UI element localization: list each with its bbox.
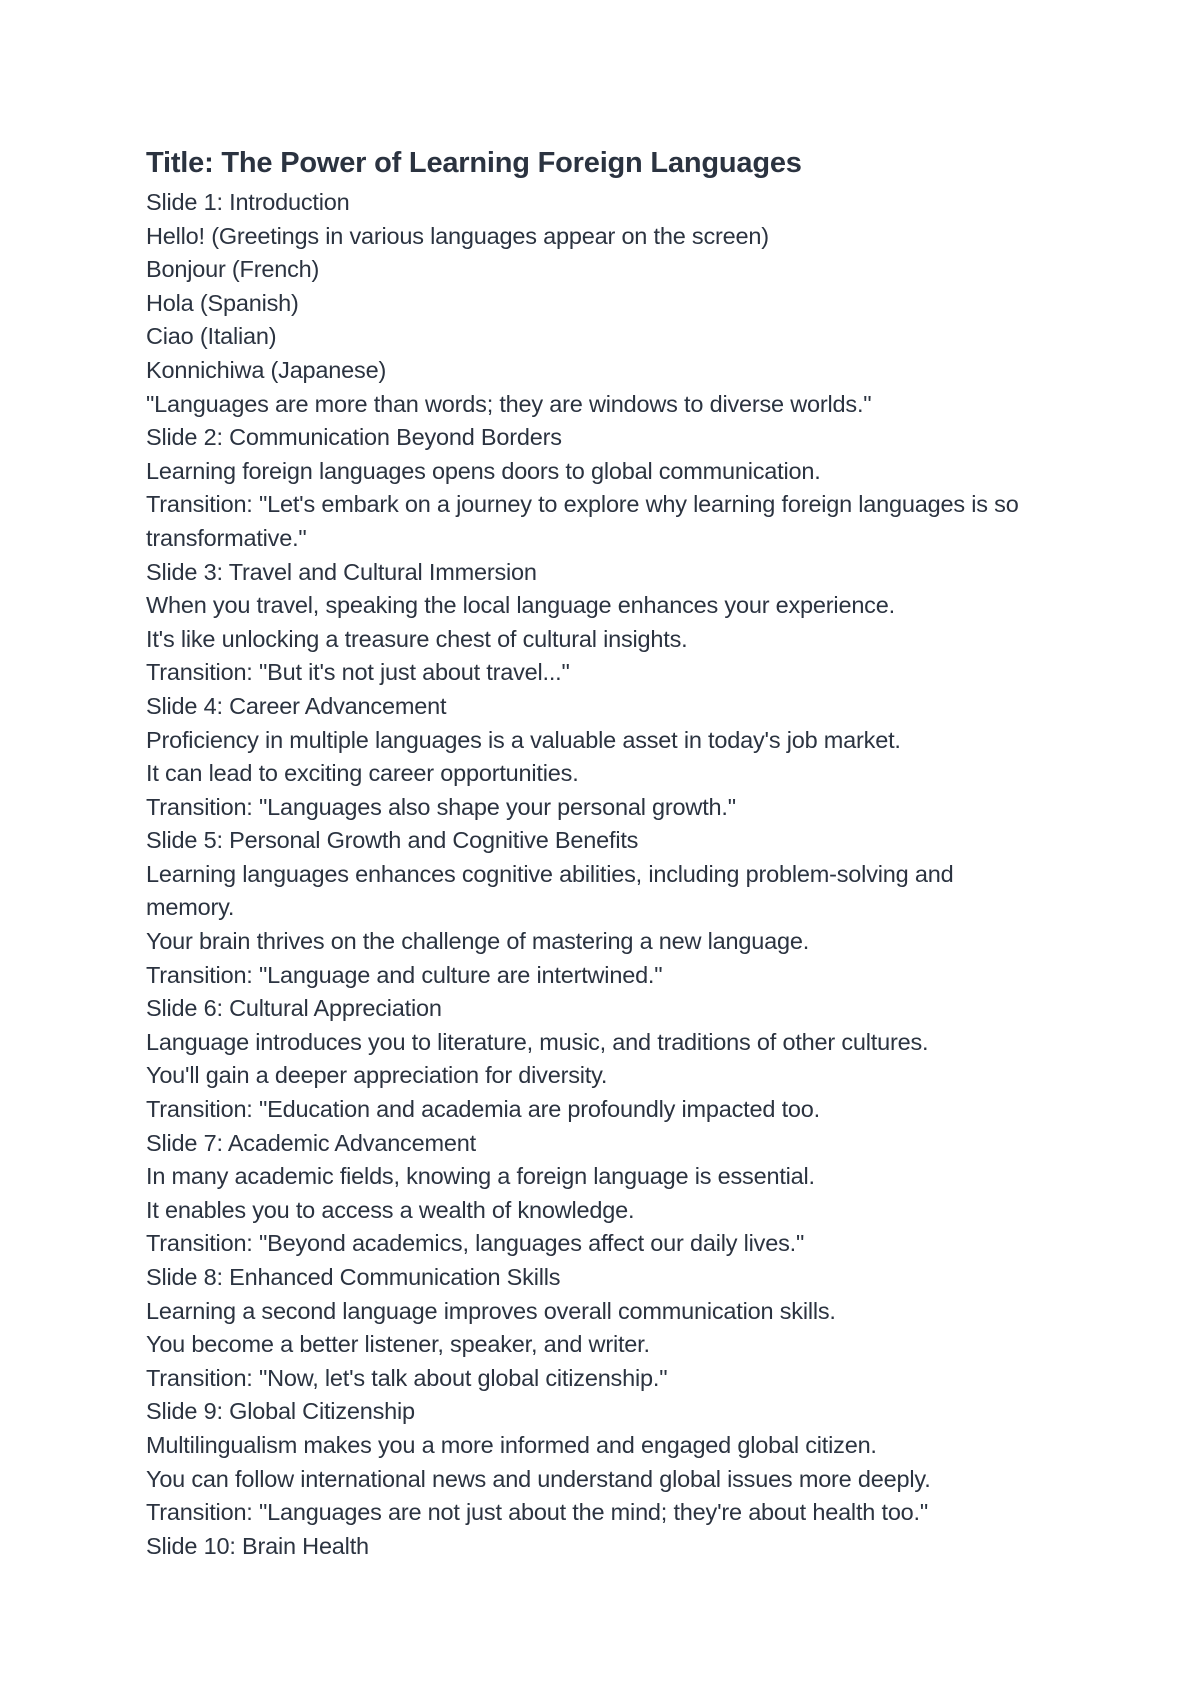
text-line: It's like unlocking a treasure chest of cultural insights. — [146, 625, 688, 652]
slide-heading: Slide 4: Career Advancement — [146, 692, 447, 719]
text-line: Bonjour (French) — [146, 256, 320, 283]
text-line: Proficiency in multiple languages is a valuable asset in today's job market. — [146, 726, 901, 753]
transition-line: Transition: "But it's not just about travel..." — [146, 659, 570, 686]
slide-heading: Slide 2: Communication Beyond Borders — [146, 424, 562, 451]
text-line: Learning a second language improves overall communication skills. — [146, 1297, 836, 1324]
text-line: You'll gain a deeper appreciation for diversity. — [146, 1062, 608, 1089]
text-line: "Languages are more than words; they are windows to diverse worlds." — [146, 390, 872, 417]
document-body — [146, 140, 1106, 1563]
slide-heading: Slide 6: Cultural Appreciation — [146, 995, 442, 1022]
transition-line: Transition: "Let's embark on a journey to explore why learning foreign languages is so — [146, 491, 1019, 518]
transition-line: Transition: "Languages are not just about the mind; they're about health too." — [146, 1499, 929, 1526]
document-title: Title: The Power of Learning Foreign Languages — [146, 147, 802, 179]
text-line: Ciao (Italian) — [146, 323, 277, 350]
text-line: Multilingualism makes you a more informed and engaged global citizen. — [146, 1431, 877, 1458]
transition-line: Transition: "Now, let's talk about global citizenship." — [146, 1364, 668, 1391]
text-line: Konnichiwa (Japanese) — [146, 356, 387, 383]
text-line: It enables you to access a wealth of knowledge. — [146, 1196, 635, 1223]
text-line: In many academic fields, knowing a foreign language is essential. — [146, 1163, 815, 1190]
slide-heading: Slide 5: Personal Growth and Cognitive Benefits — [146, 827, 639, 854]
text-line: You become a better listener, speaker, and writer. — [146, 1331, 650, 1358]
text-line: You can follow international news and understand global issues more deeply. — [146, 1465, 931, 1492]
slide-heading: Slide 10: Brain Health — [146, 1532, 369, 1559]
text-line: memory. — [146, 894, 235, 921]
slide-heading: Slide 3: Travel and Cultural Immersion — [146, 558, 537, 585]
slide-heading: Slide 1: Introduction — [146, 189, 350, 215]
text-line: transformative." — [146, 524, 307, 551]
text-line: Hola (Spanish) — [146, 289, 299, 316]
transition-line: Transition: "Education and academia are profoundly impacted too. — [146, 1096, 820, 1123]
text-line: Language introduces you to literature, music, and traditions of other cultures. — [146, 1028, 929, 1055]
text-line: Hello! (Greetings in various languages appear on the screen) — [146, 222, 769, 249]
text-line: It can lead to exciting career opportunities. — [146, 760, 579, 787]
transition-line: Transition: "Languages also shape your personal growth." — [146, 793, 736, 820]
text-line: Your brain thrives on the challenge of mastering a new language. — [146, 928, 810, 955]
transition-line: Transition: "Language and culture are intertwined." — [146, 961, 663, 988]
text-line: Learning languages enhances cognitive abilities, including problem-solving and — [146, 860, 954, 887]
slide-heading: Slide 8: Enhanced Communication Skills — [146, 1264, 561, 1290]
text-line: When you travel, speaking the local language enhances your experience. — [146, 592, 895, 619]
text-line: Learning foreign languages opens doors to global communication. — [146, 457, 821, 484]
document-lines — [146, 186, 1106, 1563]
transition-line: Transition: "Beyond academics, languages affect our daily lives." — [146, 1230, 805, 1257]
slide-heading: Slide 7: Academic Advancement — [146, 1129, 476, 1156]
slide-heading: Slide 9: Global Citizenship — [146, 1398, 415, 1425]
